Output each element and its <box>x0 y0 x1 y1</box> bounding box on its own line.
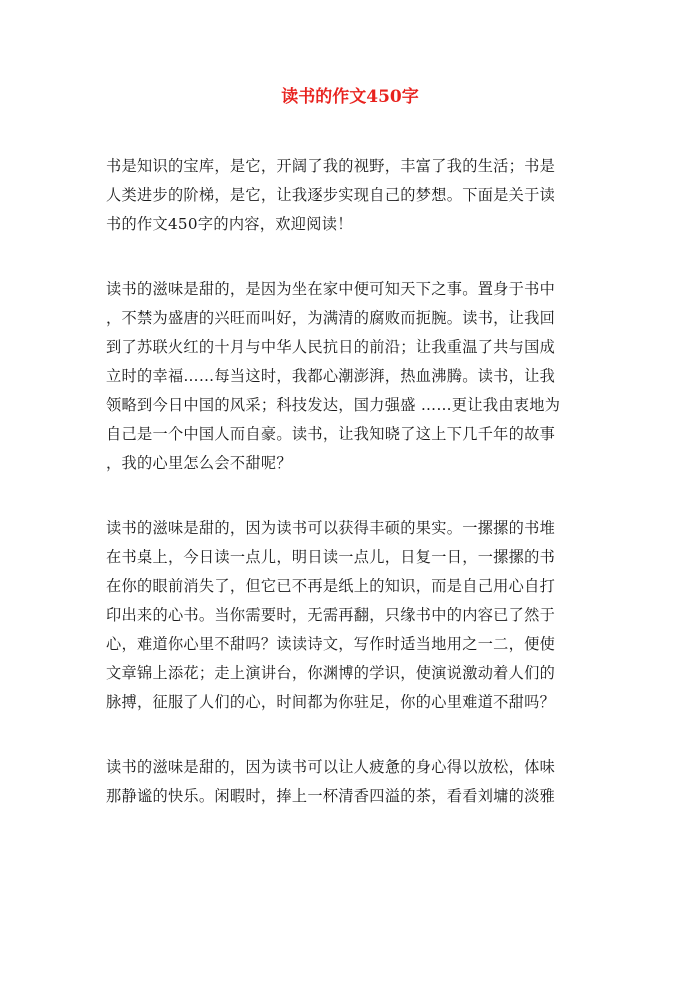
text-line: 读书的滋味是甜的，是因为坐在家中便可知天下之事。置身于书中 <box>106 280 556 298</box>
document-title: 读书的作文450字 <box>281 87 419 107</box>
paragraph-intro <box>106 152 606 239</box>
text-line: 书是知识的宝库，是它，开阔了我的视野，丰富了我的生活；书是 <box>106 157 556 175</box>
paragraph-knowledge <box>106 275 606 478</box>
text-line: ，我的心里怎么会不甜呢？ <box>106 454 292 472</box>
text-line: 立时的幸福……每当这时，我都心潮澎湃，热血沸腾。读书，让我 <box>106 367 556 385</box>
paragraph-fruits <box>106 514 606 717</box>
text-line: 领略到今日中国的风采；科技发达，国力强盛 ……更让我由衷地为 <box>106 396 561 414</box>
text-line: 文章锦上添花；走上演讲台，你渊博的学识，使演说激动着人们的 <box>106 664 556 682</box>
text-line: 自己是一个中国人而自豪。读书，让我知晓了这上下几千年的故事 <box>106 425 556 443</box>
text-line: ，不禁为盛唐的兴旺而叫好，为满清的腐败而扼腕。读书，让我回 <box>106 309 556 327</box>
text-line: 人类进步的阶梯，是它，让我逐步实现自己的梦想。下面是关于读 <box>106 186 556 204</box>
text-line: 心，难道你心里不甜吗？读读诗文，写作时适当地用之一二，便使 <box>106 635 556 653</box>
text-line: 印出来的心书。当你需要时，无需再翻，只缘书中的内容已了然于 <box>106 606 556 624</box>
text-line: 那静谧的快乐。闲暇时，捧上一杯清香四溢的茶，看看刘墉的淡雅 <box>106 787 556 805</box>
document-body <box>106 152 606 847</box>
paragraph-relax <box>106 753 606 811</box>
text-line: 读书的滋味是甜的，因为读书可以让人疲惫的身心得以放松，体味 <box>106 758 556 776</box>
text-line: 读书的滋味是甜的，因为读书可以获得丰硕的果实。一摞摞的书堆 <box>106 519 556 537</box>
text-line: 在你的眼前消失了，但它已不再是纸上的知识，而是自己用心自打 <box>106 577 556 595</box>
text-line: 到了苏联火红的十月与中华人民抗日的前沿；让我重温了共与国成 <box>106 338 556 356</box>
text-line: 脉搏，征服了人们的心，时间都为你驻足，你的心里难道不甜吗？ <box>106 693 556 711</box>
text-line: 在书桌上，今日读一点儿，明日读一点儿，日复一日，一摞摞的书 <box>106 548 556 566</box>
text-line: 书的作文450字的内容，欢迎阅读！ <box>106 215 353 233</box>
